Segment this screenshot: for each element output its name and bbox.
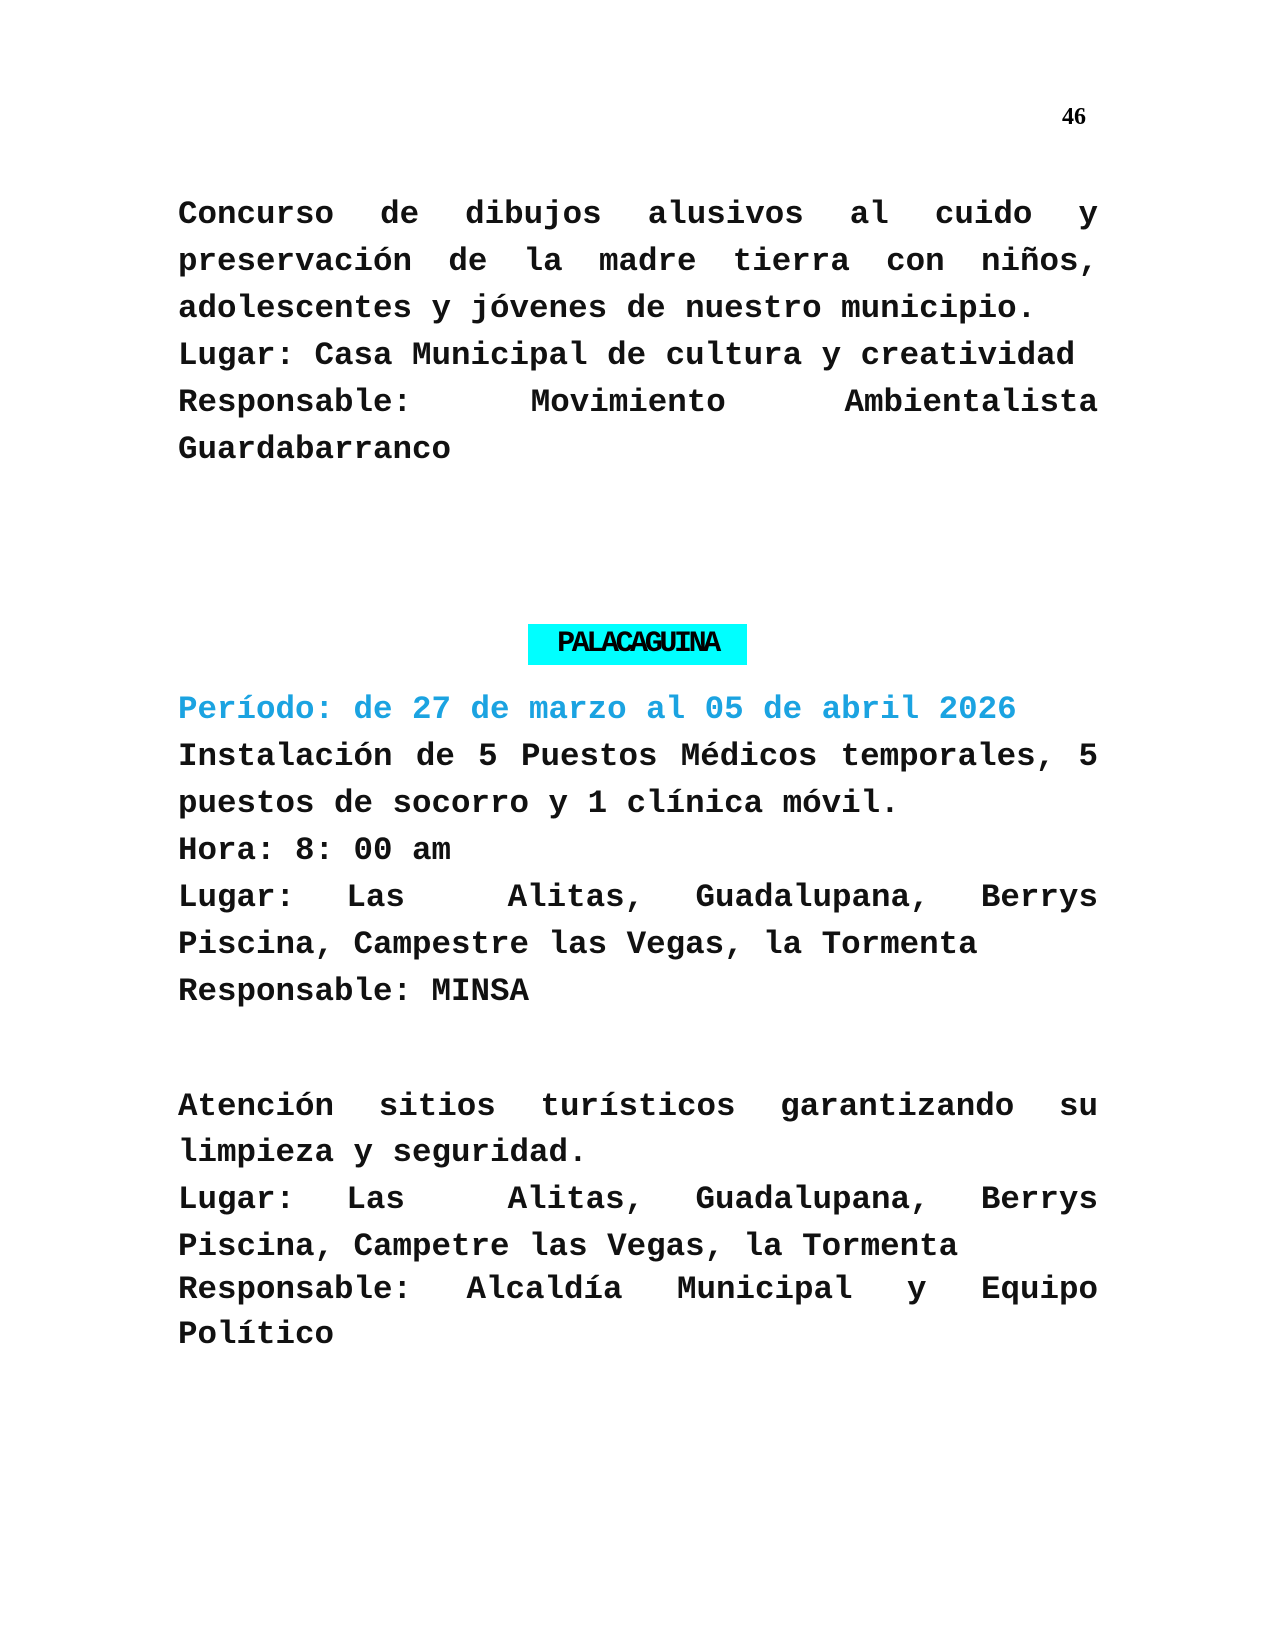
page-number: 46 [1062,104,1086,130]
word: Responsable: [178,384,413,421]
location-line [178,878,1098,918]
word: Instalación [178,738,393,775]
word: Alcaldía [466,1271,623,1308]
location-line: Lugar: Casa Municipal de cultura y creatividad [178,337,1076,374]
word: Movimiento [530,384,726,421]
word: Alitas, [507,879,645,916]
word: de [380,196,420,233]
word: temporales, [840,738,1056,775]
word: garantizando [780,1088,1015,1125]
word: Médicos [680,738,818,775]
word: Las [346,879,405,916]
word: dibujos [465,196,602,233]
paragraph-line [178,1087,1098,1127]
word: y [906,1271,927,1308]
responsible-line [178,383,1098,423]
period-line: Período: de 27 de marzo al 05 de abril 2026 [178,691,1017,728]
word: de [415,738,455,775]
word: Berrys [980,1181,1098,1218]
paragraph-line [178,195,1098,235]
word: y [1078,196,1098,233]
word: Alitas, [507,1181,645,1218]
word: Puestos [520,738,658,775]
word: sitios [378,1088,496,1125]
word: al [849,196,889,233]
word: madre [598,243,697,280]
word: Municipal [676,1271,853,1308]
word: Las [346,1181,405,1218]
word: tierra [732,243,850,280]
word: Atención [178,1088,335,1125]
word: turísticos [540,1088,736,1125]
responsible-line: Responsable: MINSA [178,973,530,1010]
responsible-line-cont: Político [178,1316,335,1353]
word: Guadalupana, [695,879,930,916]
paragraph-line: limpieza y seguridad. [178,1134,588,1171]
location-line [178,1180,1098,1220]
word: 5 [1078,738,1098,775]
paragraph-line [178,737,1098,777]
word: preservación [178,243,413,280]
word: Berrys [980,879,1098,916]
location-line-cont: Piscina, Campetre las Vegas, la Tormenta [178,1228,959,1265]
word: Lugar: [178,1181,296,1218]
word: Concurso [178,196,335,233]
section-title-highlight: PALACAGUINA [528,624,747,665]
word: de [448,243,488,280]
word: Ambientalista [844,384,1098,421]
word: alusivos [647,196,804,233]
paragraph-line [178,242,1098,282]
time-line: Hora: 8: 00 am [178,832,452,869]
word: Guadalupana, [695,1181,930,1218]
paragraph-line: adolescentes y jóvenes de nuestro municipio. [178,290,1037,327]
word: su [1058,1088,1098,1125]
paragraph-line: puestos de socorro y 1 clínica móvil. [178,785,900,822]
word: Equipo [980,1271,1098,1308]
word: niños, [980,243,1098,280]
word: Responsable: [178,1271,413,1308]
responsible-line-cont: Guardabarranco [178,431,452,468]
word: la [523,243,563,280]
responsible-line [178,1270,1098,1310]
word: con [886,243,945,280]
word: cuido [934,196,1033,233]
word: 5 [478,738,498,775]
location-line-cont: Piscina, Campestre las Vegas, la Tormenta [178,926,978,963]
word: Lugar: [178,879,296,916]
